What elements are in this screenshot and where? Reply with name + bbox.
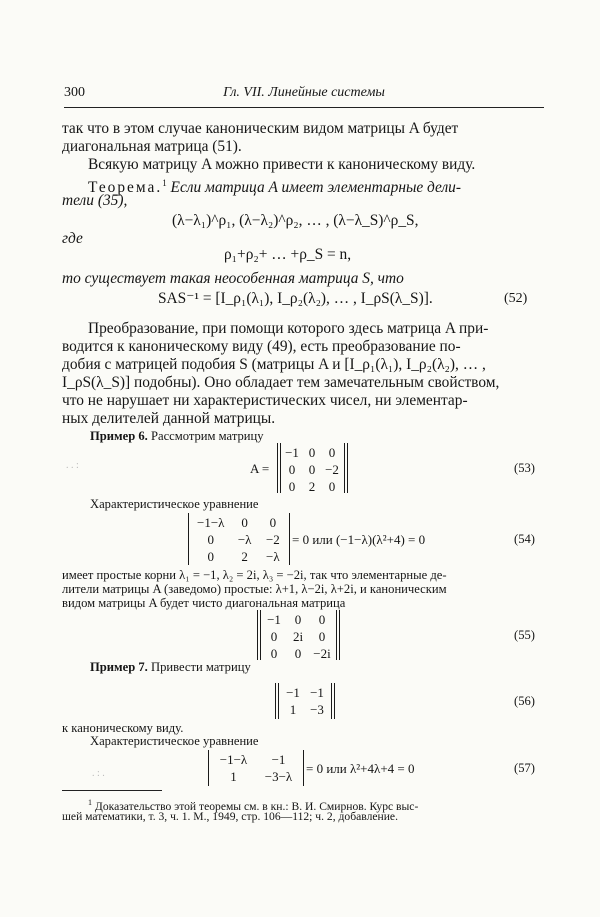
page-speck-2: . : . [92,768,105,779]
matrix-53-left-bar [277,443,278,493]
paragraph-3-line-5: что не нарушает ни характеристических чисел, ни элементар- [62,392,468,409]
matrix-cell: 0 [288,479,296,494]
matrix-cell: −1 [267,612,281,627]
matrix-56-right-bar [331,683,332,719]
determinant-57 [211,751,301,785]
to-canonical-text: к каноническому виду. [62,721,184,735]
example-6-heading [90,429,264,444]
matrix-cell: −λ [237,532,252,547]
matrix-53-left-bar-2 [280,443,281,493]
matrix-cell: 0 [318,612,326,627]
det-54-left-bar [188,513,189,565]
theorem-label: Теорема. [88,179,163,197]
example-7-label: Пример 7. [90,660,148,674]
matrix-cell: 0 [269,515,277,530]
paragraph-4-line-1: имеет простые корни λ₁ = −1, λ₂ = 2i, λ₃ = −2i, так что элементарные де- [62,568,447,582]
example-6-label: Пример 6. [90,429,148,443]
matrix-55-right-bar-2 [339,610,340,660]
matrix-cell: −1−λ [219,752,248,767]
det-57-right-bar [303,750,304,786]
example-7-heading [90,660,251,675]
matrix-cell: 0 [207,532,214,547]
matrix-53-right-bar [344,443,345,493]
paragraph-3-line-1: Преобразование, при помощи которого здесь матрица A при- [88,320,489,337]
matrix-cell: 0 [318,629,326,644]
chapter-title: Гл. VII. Линейные системы [223,85,385,100]
matrix-cell: −1 [271,752,286,767]
matrix-cell: 0 [328,445,336,460]
matrix-cell: 0 [328,479,336,494]
matrix-cell: 0 [270,629,278,644]
matrix-cell: −3 [310,702,324,717]
footnote-text-1: Доказательство этой теоремы см. в кн.: В. И. Смирнов. Курс выс- [94,799,419,813]
matrix-55-left-bar [257,610,258,660]
char-eq-label-1: Характеристическое уравнение [90,497,259,511]
paragraph-1-line-2: диагональная матрица (51). [62,138,242,155]
footnote-rule [62,790,162,791]
matrix-cell: 0 [308,462,316,477]
footnote-marker: 1 [88,798,92,807]
matrix-cell: 1 [230,769,237,784]
matrix-cell: 0 [294,646,302,661]
matrix-cell: −1 [310,685,324,700]
equation-54-rhs: = 0 или (−1−λ)(λ²+4) = 0 [292,532,426,547]
footnote-ref: 1 [162,178,167,188]
paragraph-4-line-3: видом матрицы A будет чисто диагональная матрица [62,596,346,610]
equation-57-rhs: = 0 или λ²+4λ+4 = 0 [306,761,415,776]
matrix-cell: 1 [289,702,297,717]
matrix-56-right-bar-2 [334,683,335,719]
matrix-cell: −1 [285,445,299,460]
matrix-56-left-bar-2 [278,683,279,719]
matrix-cell: 0 [288,462,296,477]
equation-53-number: (53) [514,461,535,475]
matrix-55-left-bar-2 [260,610,261,660]
equation-52: SAS⁻¹ = [I_ρ₁(λ₁), I_ρ₂(λ₂), … , I_ρS(λ_S)]. [158,290,433,307]
matrix-cell: −2 [325,462,339,477]
example-6-text: Рассмотрим матрицу [150,429,264,443]
paragraph-1-line-1: так что в этом случае каноническим видом матрицы A будет [62,120,459,137]
theorem-line-2: тели (35), [62,192,128,209]
char-eq-label-2: Характеристическое уравнение [90,734,259,748]
example-7-text: Привести матрицу [150,660,251,674]
matrix-cell: 0 [308,445,316,460]
paragraph-3-line-4: I_ρS(λ_S)] подобны). Оно обладает тем замечательным свойством, [62,374,500,391]
where-word: где [62,230,83,247]
theorem-text-1: Если матрица A имеет элементарные дели- [170,179,462,197]
matrix-cell: 0 [241,515,248,530]
matrix-cell: −1 [286,685,300,700]
equation-55-number: (55) [514,628,535,642]
det-54-right-bar [289,513,290,565]
equation-57-number: (57) [514,761,535,775]
matrix-cell: 0 [270,646,278,661]
matrix-cell: −λ [266,549,280,564]
paragraph-3-line-2: водится к каноническому виду (49), есть преобразование по- [62,338,461,355]
matrix-cell: 2i [292,629,304,644]
matrix-cell: −2 [265,532,280,547]
page-number: 300 [64,85,85,100]
matrix-55 [262,611,334,662]
determinant-54 [191,514,287,565]
paragraph-3-line-6: ных делителей данной матрицы. [62,410,276,427]
theorem-line-1 [88,174,461,197]
paragraph-3-line-3: добия с матрицей подобия S (матрицы A и [I_ρ₁(λ₁), I_ρ₂(λ₂), … , [62,356,486,373]
matrix-53 [282,444,342,495]
paragraph-2-line-1: Всякую матрицу A можно привести к каноническому виду. [88,156,476,173]
matrix-cell: 2 [308,479,316,494]
det-57-left-bar [208,750,209,786]
page-speck: . . : [66,460,79,471]
equation-53-lhs: A = [250,461,270,476]
equation-52-number: (52) [504,291,528,306]
equation-54-number: (54) [514,532,535,546]
matrix-53-right-bar-2 [347,443,348,493]
matrix-cell: 2 [241,549,248,564]
matrix-cell: 0 [207,549,214,564]
matrix-cell: −2i [313,646,331,661]
elementary-divisors-formula: (λ−λ₁)^ρ₁, (λ−λ₂)^ρ₂, … , (λ−λ_S)^ρ_S, [172,212,419,229]
matrix-cell: −1−λ [197,515,225,530]
theorem-line-3: то существует такая неособенная матрица S, что [62,270,404,287]
equation-56-number: (56) [514,694,535,708]
matrix-cell: 0 [294,612,302,627]
matrix-56 [281,684,329,718]
running-header [64,85,544,108]
matrix-cell: −3−λ [264,769,293,784]
rho-sum-formula: ρ₁+ρ₂+ … +ρ_S = n, [224,246,352,263]
footnote-line-2: шей математики, т. 3, ч. 1. М., 1949, стр. 106—112; ч. 2, добавление. [62,810,398,823]
matrix-56-left-bar [275,683,276,719]
paragraph-4-line-2: лители матрицы A (заведомо) простые: λ+1, λ−2i, λ+2i, и каноническим [62,582,447,596]
matrix-55-right-bar [336,610,337,660]
